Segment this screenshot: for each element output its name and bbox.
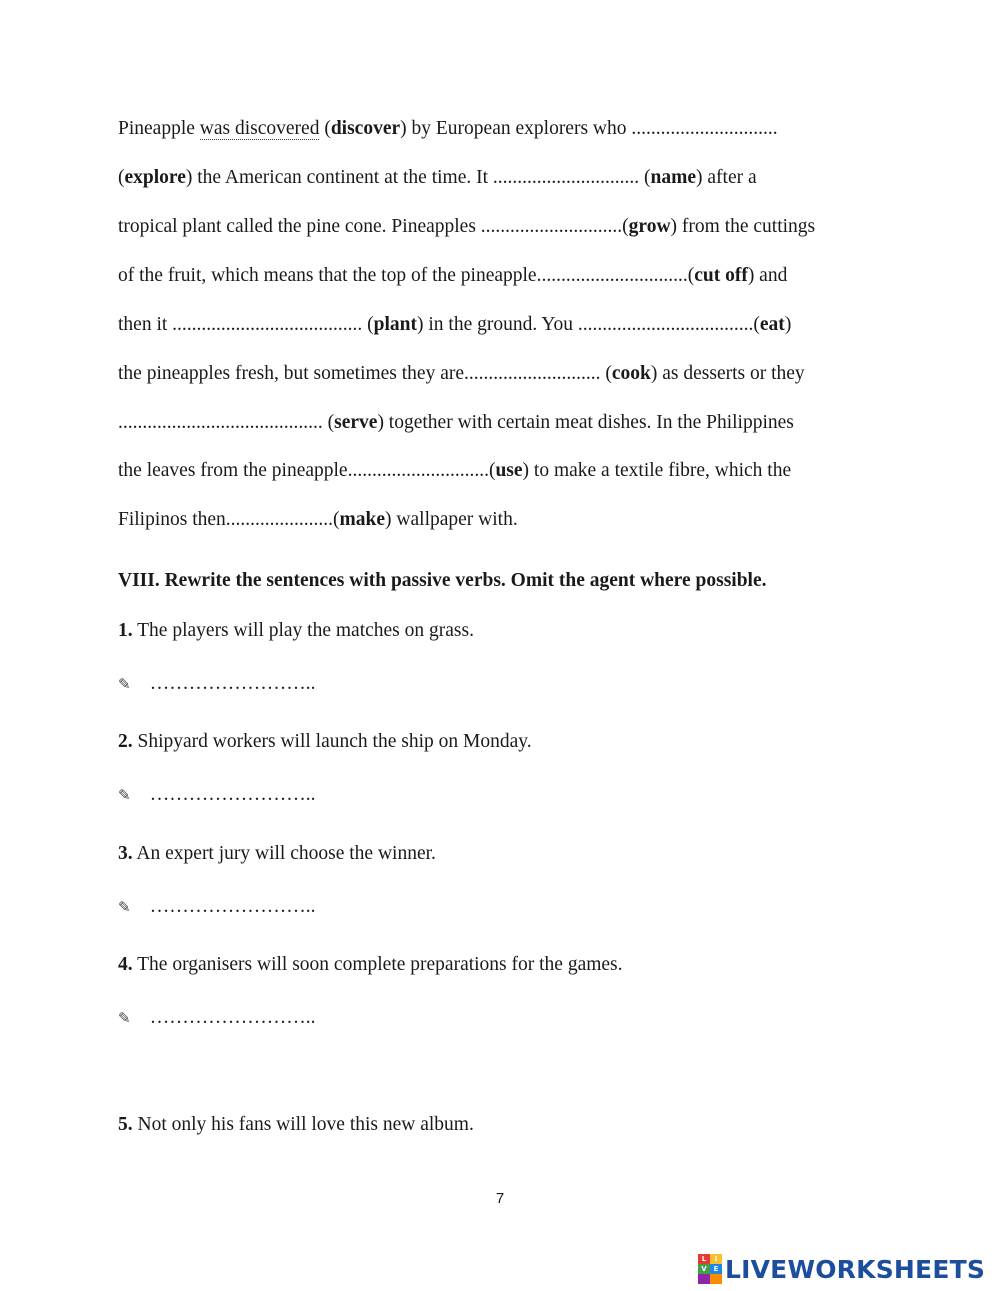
verb-hint: serve [334, 412, 378, 433]
verb-hint: name [650, 167, 697, 188]
liveworksheets-logo[interactable] [698, 1252, 985, 1286]
brand-block [698, 1274, 710, 1284]
verb-hint: discover [330, 118, 401, 139]
verb-hint: cook [611, 363, 651, 384]
pen-icon: ✎ [118, 675, 131, 693]
answer-line-3[interactable]: ✎ …………………….. [118, 896, 316, 917]
question-4: 4. The organisers will soon complete preparations for the games. [118, 954, 623, 975]
answer-line-2[interactable]: ✎ …………………….. [118, 784, 316, 805]
answer-line-1[interactable]: ✎ …………………….. [118, 673, 316, 694]
passage-line-4: of the fruit, which means that the top of the pineapple...............................(cut off) and [118, 265, 788, 286]
pen-icon: ✎ [118, 1009, 131, 1027]
question-2: 2. Shipyard workers will launch the ship on Monday. [118, 731, 532, 752]
passage-line-8: the leaves from the pineapple.............................(use) to make a textile fibre, which the [118, 460, 792, 481]
passage-line-1: Pineapple was discovered (discover) by European explorers who .............................. [118, 118, 778, 139]
verb-hint: plant [373, 314, 418, 335]
section-heading: VIII. Rewrite the sentences with passive verbs. Omit the agent where possible. [118, 570, 767, 591]
passage-line-6: the pineapples fresh, but sometimes they are............................ (cook) as desserts or they [118, 363, 805, 384]
brand-name: LIVEWORKSHEETS [725, 1254, 986, 1284]
brand-block: E [710, 1264, 722, 1274]
page-number: 7 [495, 1190, 505, 1207]
brand-block: L [698, 1254, 710, 1264]
verb-hint: eat [759, 314, 785, 335]
pen-icon: ✎ [118, 786, 131, 804]
passage-line-7: .......................................... (serve) together with certain meat dishes. In the Philippines [118, 412, 794, 433]
passage-line-5: then it ....................................... (plant) in the ground. You ....................................(eat) [118, 314, 792, 335]
brand-block [710, 1274, 722, 1284]
brand-blocks-icon [698, 1254, 722, 1284]
verb-hint: use [495, 460, 523, 481]
question-3: 3. An expert jury will choose the winner. [118, 843, 436, 864]
verb-hint: grow [628, 216, 671, 237]
filled-answer: was discovered [199, 118, 320, 139]
pen-icon: ✎ [118, 898, 131, 916]
passage-line-3: tropical plant called the pine cone. Pineapples .............................(grow) from the cuttings [118, 216, 816, 237]
verb-hint: cut off [694, 265, 748, 286]
verb-hint: explore [124, 167, 186, 188]
question-1: 1. The players will play the matches on grass. [118, 620, 474, 641]
brand-block: I [710, 1254, 722, 1264]
passage-line-9: Filipinos then......................(make) wallpaper with. [118, 509, 518, 530]
brand-block: V [698, 1264, 710, 1274]
passage-line-2: (explore) the American continent at the time. It .............................. (name) after a [118, 167, 757, 188]
verb-hint: make [339, 509, 386, 530]
question-5: 5. Not only his fans will love this new album. [118, 1114, 474, 1135]
answer-line-4[interactable]: ✎ …………………….. [118, 1007, 316, 1028]
